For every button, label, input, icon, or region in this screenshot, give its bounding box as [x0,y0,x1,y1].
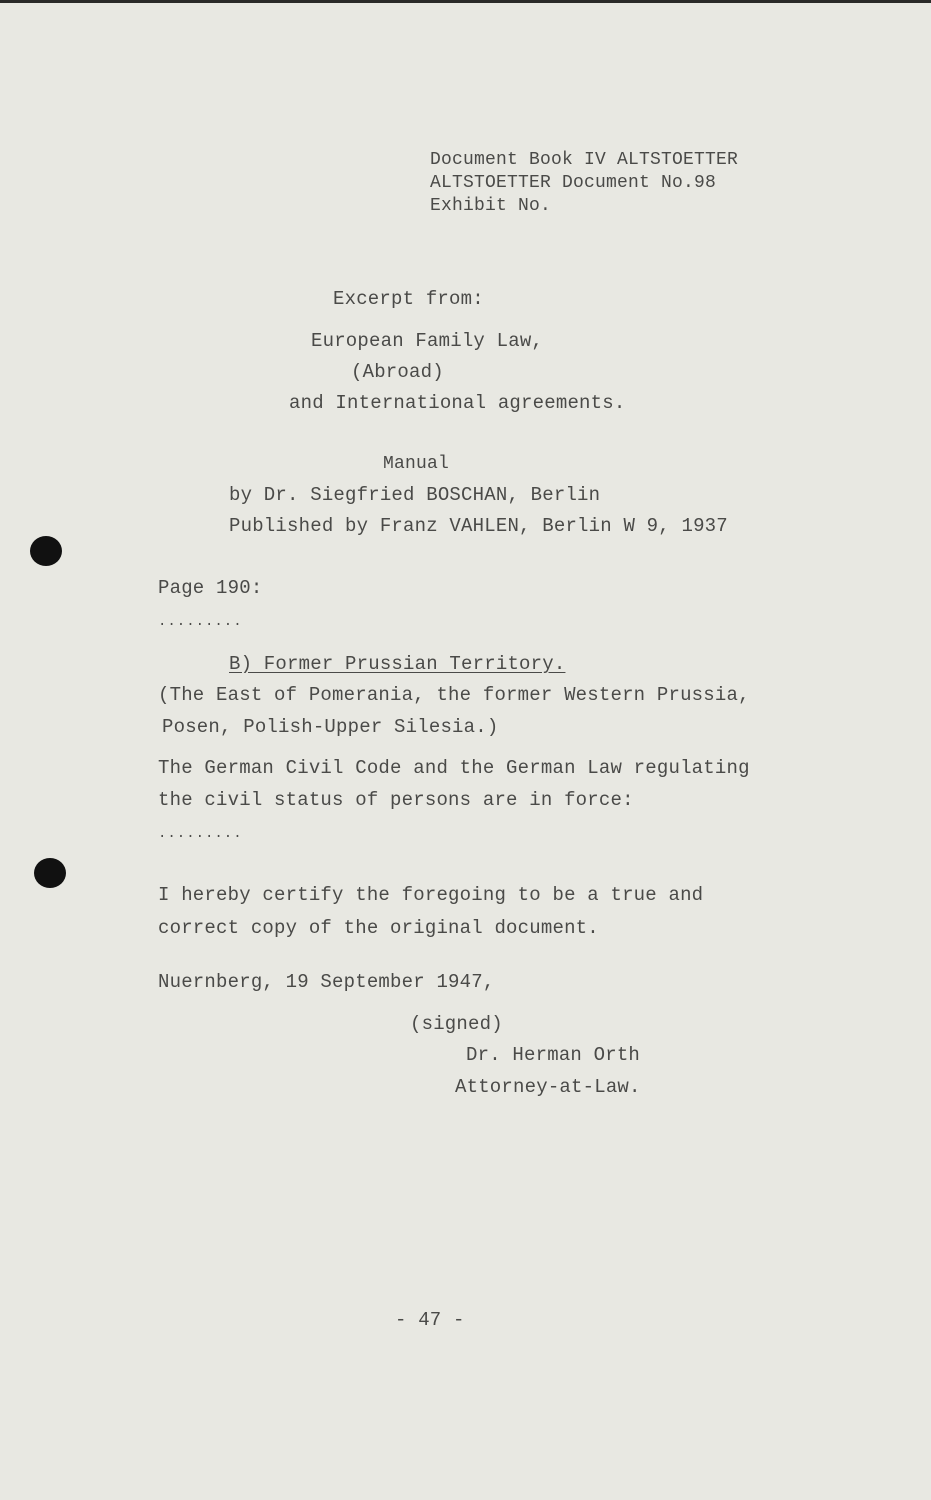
signed-label: (signed) [410,1013,503,1035]
place-date: Nuernberg, 19 September 1947, [158,971,495,993]
punch-hole-top [30,536,62,566]
header-line-2: ALTSTOETTER Document No.98 [430,173,717,193]
publisher-line: Published by Franz VAHLEN, Berlin W 9, 1937 [229,515,728,537]
author-line: by Dr. Siegfried BOSCHAN, Berlin [229,484,601,506]
page-number: - 47 - [395,1309,465,1331]
paragraph-line-1: The German Civil Code and the German Law regulating [158,757,750,779]
punch-hole-bottom [34,858,66,888]
certification-line-1: I hereby certify the foregoing to be a true and [158,884,704,906]
ellipsis-2: ......... [158,826,243,842]
manual-label: Manual [383,454,450,474]
section-heading: B) Former Prussian Territory. [229,653,566,675]
page-reference: Page 190: [158,577,263,599]
certification-line-2: correct copy of the original document. [158,917,599,939]
title-line-3: and International agreements. [289,392,626,414]
header-line-1: Document Book IV ALTSTOETTER [430,150,739,170]
paragraph-line-2: the civil status of persons are in force: [158,789,634,811]
parenthetical-line-1: (The East of Pomerania, the former Western Prussia, [158,684,750,706]
ellipsis-1: ......... [158,614,243,630]
header-line-3: Exhibit No. [430,196,552,216]
signatory-name: Dr. Herman Orth [466,1044,641,1066]
signatory-role: Attorney-at-Law. [455,1076,641,1098]
title-line-1: European Family Law, [311,330,544,352]
parenthetical-line-2: Posen, Polish-Upper Silesia.) [162,716,499,738]
excerpt-label: Excerpt from: [333,288,484,310]
title-line-2: (Abroad) [351,361,444,383]
